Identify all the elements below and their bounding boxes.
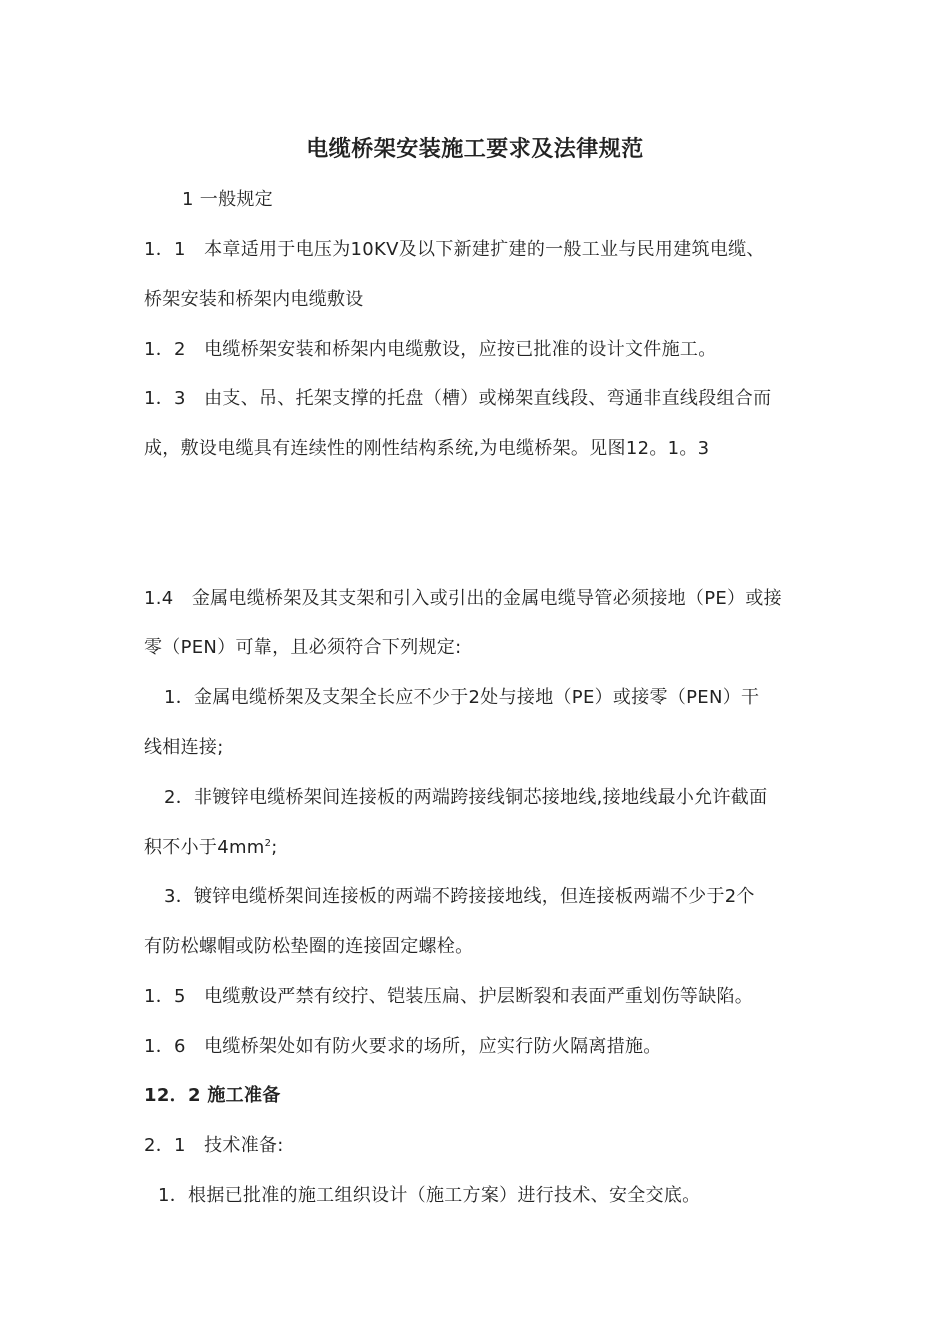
list-item-2-end: ; bbox=[271, 837, 278, 858]
paragraph-1-4-line-2: 零（PEN）可靠，且必须符合下列规定: bbox=[144, 637, 462, 658]
paragraph-1-4-line-1: 1.4 金属电缆桥架及其支架和引入或引出的金属电缆导管必须接地（PE）或接 bbox=[144, 588, 782, 609]
list-item-technical-1: 1．根据已批准的施工组织设计（施工方案）进行技术、安全交底。 bbox=[158, 1185, 701, 1206]
list-item-2-text: 积不小于4mm bbox=[144, 837, 265, 858]
section-heading-preparation: 12．2 施工准备 bbox=[144, 1085, 281, 1106]
paragraph-1-2: 1．2 电缆桥架安装和桥架内电缆敷设，应按已批准的设计文件施工。 bbox=[144, 339, 717, 360]
section-heading-general: 1 一般规定 bbox=[182, 189, 273, 210]
paragraph-1-1-line-1: 1．1 本章适用于电压为10KV及以下新建扩建的一般工业与民用建筑电缆、 bbox=[144, 239, 765, 260]
list-item-1-line-1: 1．金属电缆桥架及支架全长应不少于2处与接地（PE）或接零（PEN）干 bbox=[164, 687, 760, 708]
list-item-2-line-2 bbox=[144, 834, 824, 862]
superscript-2: 2 bbox=[264, 838, 272, 849]
paragraph-1-1-line-2: 桥架安装和桥架内电缆敷设 bbox=[144, 289, 364, 310]
list-item-1-line-2: 线相连接; bbox=[144, 737, 224, 758]
list-item-2-line-1: 2．非镀锌电缆桥架间连接板的两端跨接线铜芯接地线,接地线最小允许截面 bbox=[164, 787, 768, 808]
paragraph-1-3-line-2: 成，敷设电缆具有连续性的刚性结构系统,为电缆桥架。见图12。1。3 bbox=[144, 438, 710, 459]
document-title: 电缆桥架安装施工要求及法律规范 bbox=[306, 137, 644, 162]
paragraph-2-1: 2．1 技术准备: bbox=[144, 1135, 284, 1156]
paragraph-1-6: 1．6 电缆桥架处如有防火要求的场所，应实行防火隔离措施。 bbox=[144, 1036, 662, 1057]
paragraph-1-3-line-1: 1．3 由支、吊、托架支撑的托盘（槽）或梯架直线段、弯通非直线段组合而 bbox=[144, 388, 772, 409]
paragraph-1-5: 1．5 电缆敷设严禁有绞拧、铠装压扁、护层断裂和表面严重划伤等缺陷。 bbox=[144, 986, 754, 1007]
list-item-3-line-2: 有防松螺帽或防松垫圈的连接固定螺栓。 bbox=[144, 936, 474, 957]
list-item-3-line-1: 3．镀锌电缆桥架间连接板的两端不跨接接地线，但连接板两端不少于2个 bbox=[164, 886, 755, 907]
